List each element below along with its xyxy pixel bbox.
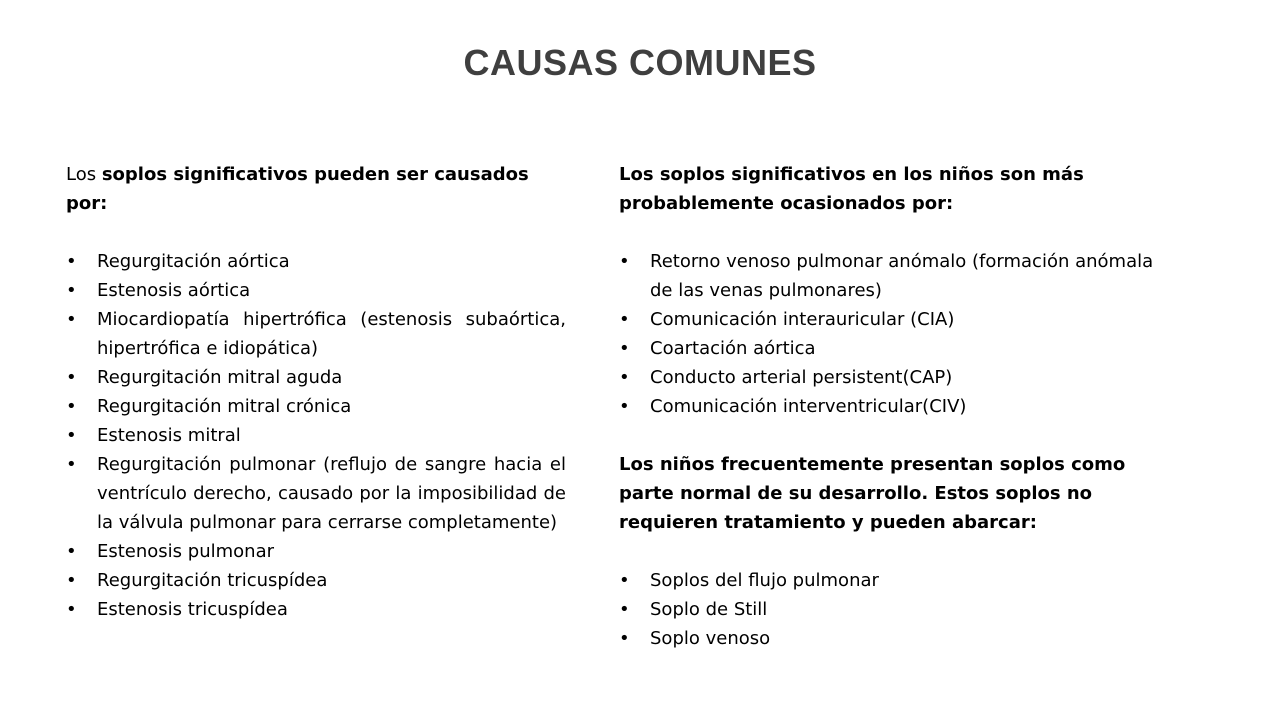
list-item (66, 305, 566, 363)
left-bullet-list (66, 247, 566, 624)
bullet-icon: • (66, 367, 77, 388)
list-item (66, 363, 566, 392)
bullet-icon: • (66, 541, 77, 562)
bullet-icon: • (66, 570, 77, 591)
list-item-text: Regurgitación mitral crónica (97, 396, 352, 417)
list-item-text: Estenosis mitral (97, 425, 241, 446)
list-item (66, 595, 566, 624)
list-item (66, 247, 566, 276)
list-item-text: Coartación aórtica (650, 338, 816, 359)
bullet-icon: • (619, 396, 630, 417)
spacer (619, 218, 1179, 247)
list-item (619, 363, 1179, 392)
list-item (66, 450, 566, 537)
right-heading-children: Los soplos significativos en los niños son más probablemente ocasionados por: (619, 164, 1084, 214)
list-item (619, 624, 1179, 653)
bullet-icon: • (619, 570, 630, 591)
bullet-icon: • (619, 309, 630, 330)
spacer (66, 218, 566, 247)
right-bullet-list-2 (619, 566, 1179, 653)
list-item (619, 595, 1179, 624)
bullet-icon: • (66, 251, 77, 272)
left-intro-prefix: Los (66, 164, 97, 185)
list-item-text: Conducto arterial persistent(CAP) (650, 367, 953, 388)
list-item (619, 392, 1179, 421)
list-item-text: Estenosis pulmonar (97, 541, 275, 562)
bullet-icon: • (66, 396, 77, 417)
list-item (619, 566, 1179, 595)
bullet-icon: • (66, 599, 77, 620)
list-item-text: Regurgitación pulmonar (reflujo de sangre hacia el ventrículo derecho, causado por la imposibilidad de la válvula pulmonar para cerrarse completamente) (97, 454, 566, 533)
bullet-icon: • (619, 599, 630, 620)
list-item-text: Estenosis aórtica (97, 280, 251, 301)
list-item (66, 421, 566, 450)
bullet-icon: • (619, 628, 630, 649)
list-item-text: Soplo de Still (650, 599, 768, 620)
left-intro (66, 160, 566, 218)
spacer (619, 537, 1179, 566)
bullet-icon: • (619, 367, 630, 388)
list-item (619, 305, 1179, 334)
list-item (66, 566, 566, 595)
list-item-text: Retorno venoso pulmonar anómalo (formación anómala de las venas pulmonares) (650, 251, 1154, 301)
list-item (619, 247, 1179, 305)
left-intro-bold: soplos significativos pueden ser causados por: (66, 164, 529, 214)
slide-title: CAUSAS COMUNES (463, 42, 817, 83)
bullet-icon: • (619, 338, 630, 359)
list-item (66, 537, 566, 566)
bullet-icon: • (66, 309, 77, 330)
right-column (619, 160, 1179, 653)
list-item-text: Regurgitación aórtica (97, 251, 290, 272)
spacer (619, 421, 1179, 450)
list-item-text: Comunicación interauricular (CIA) (650, 309, 955, 330)
left-column (66, 160, 566, 624)
bullet-icon: • (66, 454, 77, 475)
list-item-text: Comunicación interventricular(CIV) (650, 396, 967, 417)
list-item-text: Miocardiopatía hipertrófica (estenosis subaórtica, hipertrófica e idiopática) (97, 309, 566, 359)
list-item (619, 334, 1179, 363)
bullet-icon: • (619, 251, 630, 272)
list-item-text: Regurgitación tricuspídea (97, 570, 328, 591)
right-bullet-list-1 (619, 247, 1179, 421)
list-item-text: Regurgitación mitral aguda (97, 367, 343, 388)
list-item (66, 392, 566, 421)
list-item (66, 276, 566, 305)
bullet-icon: • (66, 280, 77, 301)
list-item-text: Soplo venoso (650, 628, 771, 649)
list-item-text: Estenosis tricuspídea (97, 599, 288, 620)
list-item-text: Soplos del flujo pulmonar (650, 570, 879, 591)
bullet-icon: • (66, 425, 77, 446)
right-heading-normal-murmurs: Los niños frecuentemente presentan soplos como parte normal de su desarrollo. Estos soplos no requieren tratamiento y pueden abarcar: (619, 454, 1126, 533)
